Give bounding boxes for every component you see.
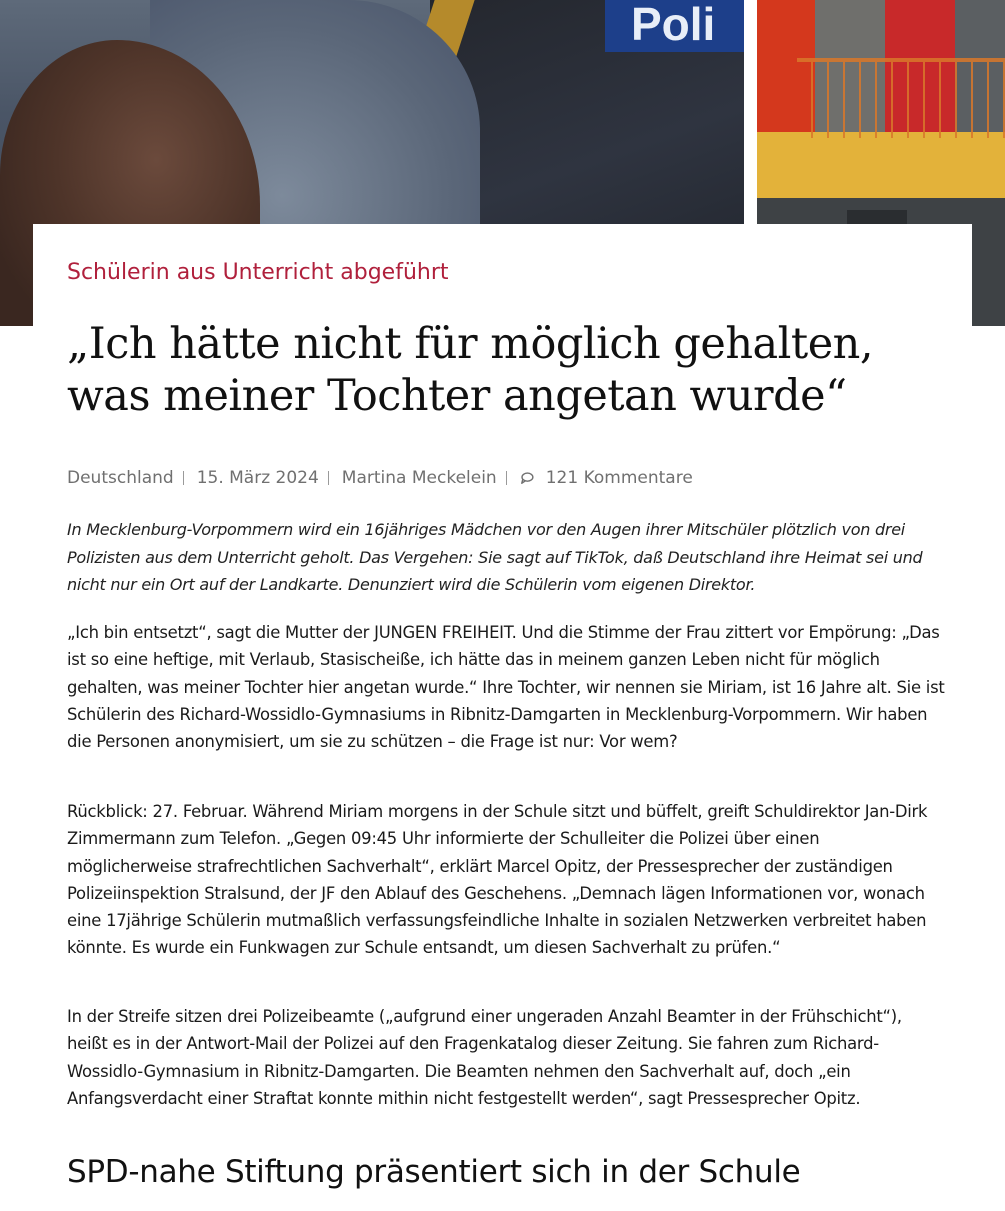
article-headline: „Ich hätte nicht für möglich gehalten, was meiner Tochter angetan wurde“ (67, 319, 873, 421)
meta-divider (328, 471, 329, 485)
comment-bubble-icon[interactable] (520, 471, 534, 485)
balcony-railing (797, 58, 1005, 138)
article-paragraph: „Ich bin entsetzt“, sagt die Mutter der JUNGEN FREIHEIT. Und die Stimme der Frau zittert vor Empörung: „Das ist so eine heftige, mit Verlaub, Stasischeiße, ich hätte das in meinem ganzen Leben nicht für möglich gehalten, was meiner Tochter hier angetan wurde.“ Ihre Tochter, wir nennen sie Miriam, ist 16 Jahre alt. Sie ist Schülerin des Richard-Wossidlo-Gymnasiums in Ribnitz-Damgarten in Mecklenburg-Vorpommern. Wir haben die Personen anonymisiert, um sie zu schützen – die Frage ist nur: Vor wem? (67, 623, 945, 752)
category-link[interactable]: Deutschland (67, 468, 174, 488)
article-paragraph: In der Streife sitzen drei Polizeibeamte („aufgrund einer ungeraden Anzahl Beamter in der Frühschicht“), heißt es in der Antwort-Mail der Polizei auf den Fragenkatalog dieser Zeitung. Sie fahren zum Richard-Wossidlo-Gymnasium in Ribnitz-Damgarten. Die Beamten nehmen den Sachverhalt auf, doch „ein Anfangsverdacht einer Straftat konnte mithin nicht festgestellt werden“, sagt Pressesprecher Opitz. (67, 1007, 902, 1108)
facade-band (757, 132, 1005, 198)
author-link[interactable]: Martina Meckelein (341, 468, 497, 488)
article-paragraph: Rückblick: 27. Februar. Während Miriam morgens in der Schule sitzt und büffelt, greift Schuldirektor Jan-Dirk Zimmermann zum Telefon. „Gegen 09:45 Uhr informierte der Schulleiter die Polizei über einen möglicherweise strafrechtlichen Sachverhalt“, erklärt Marcel Opitz, der Pressesprecher der zuständigen Polizeiinspektion Stralsund, der JF den Ablauf des Geschehens. „Demnach lägen Informationen vor, wonach eine 17jährige Schülerin mutmaßlich verfassungsfeindliche Inhalte in sozialen Netzwerken verbreitet haben könnte. Es wurde ein Funkwagen zur Schule entsandt, um diesen Sachverhalt zu prüfen.“ (67, 802, 928, 958)
police-badge: Poli (605, 0, 744, 52)
article-lead: In Mecklenburg-Vorpommern wird ein 16jähriges Mädchen vor den Augen ihrer Mitschüler plötzlich von drei Polizisten aus dem Unterricht geholt. Das Vergehen: Sie sagt auf TikTok, daß Deutschland ihre Heimat sei und nicht nur ein Ort auf der Landkarte. Denunziert wird die Schülerin vom eigenen Direktor. (67, 520, 923, 594)
section-subheading: SPD-nahe Stiftung präsentiert sich in der Schule (67, 1154, 801, 1190)
article-meta (67, 468, 693, 488)
publish-date: 15. März 2024 (196, 468, 319, 488)
article-kicker[interactable]: Schülerin aus Unterricht abgeführt (67, 260, 449, 285)
meta-divider (506, 471, 507, 485)
meta-divider (183, 471, 184, 485)
comments-link[interactable]: 121 Kommentare (545, 468, 693, 488)
